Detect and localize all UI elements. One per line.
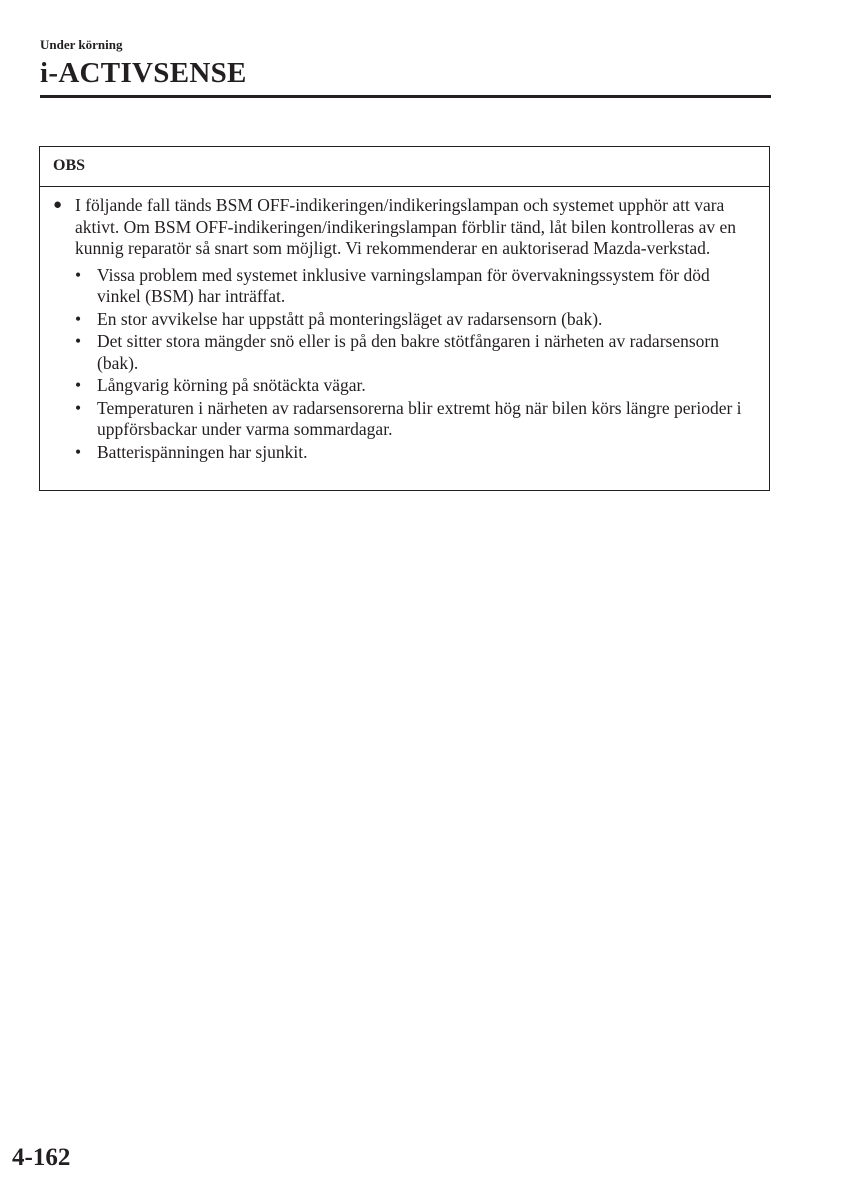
bullet-icon: • xyxy=(75,397,82,418)
main-bullet-text: I följande fall tänds BSM OFF-indikeringen/indikeringslampan och systemet upphör att vara aktivt. Om BSM OFF-indikeringen/indikeringslampan förblir tänd, låt bilen kontrolleras av en kunnig reparatör så snart som möjligt. Vi rekommenderar en auktoriserad Mazda-verkstad. xyxy=(75,195,737,258)
list-item xyxy=(53,375,755,397)
note-body xyxy=(40,187,769,463)
list-item-text: Temperaturen i närheten av radarsensorerna blir extremt hög när bilen körs längre perioder i uppförsbackar under varma sommardagar. xyxy=(97,397,742,439)
note-box xyxy=(39,146,770,491)
list-item xyxy=(53,309,755,331)
list-item xyxy=(53,442,755,464)
bullet-icon: • xyxy=(75,441,82,462)
list-item xyxy=(53,398,755,441)
list-item-text: Batterispänningen har sjunkit. xyxy=(97,441,308,462)
list-item xyxy=(53,265,755,308)
list-item-text: Vissa problem med systemet inklusive varningslampan för övervakningssystem för död vinkel (BSM) har inträffat. xyxy=(97,264,710,306)
bullet-icon: • xyxy=(75,331,82,351)
bullet-icon: ● xyxy=(53,197,63,213)
page-number: 4-162 xyxy=(12,1144,71,1171)
list-item-text: Det sitter stora mängder snö eller is på den bakre stötfångaren i närheten av radarsensorn (bak). xyxy=(97,331,719,373)
bullet-icon: • xyxy=(75,375,82,395)
list-item-text: Långvarig körning på snötäckta vägar. xyxy=(97,375,366,395)
list-item-text: En stor avvikelse har uppstått på monteringsläget av radarsensorn (bak). xyxy=(97,308,603,329)
section-label: Under körning xyxy=(40,37,123,52)
title-rule xyxy=(40,95,771,98)
bullet-icon: • xyxy=(75,264,82,285)
page-title: i-ACTIVSENSE xyxy=(40,57,247,89)
sub-bullet-list xyxy=(53,265,755,464)
bullet-icon: • xyxy=(75,308,82,329)
list-item xyxy=(53,331,755,374)
main-bullet-item xyxy=(53,195,755,260)
note-header: OBS xyxy=(40,147,769,187)
